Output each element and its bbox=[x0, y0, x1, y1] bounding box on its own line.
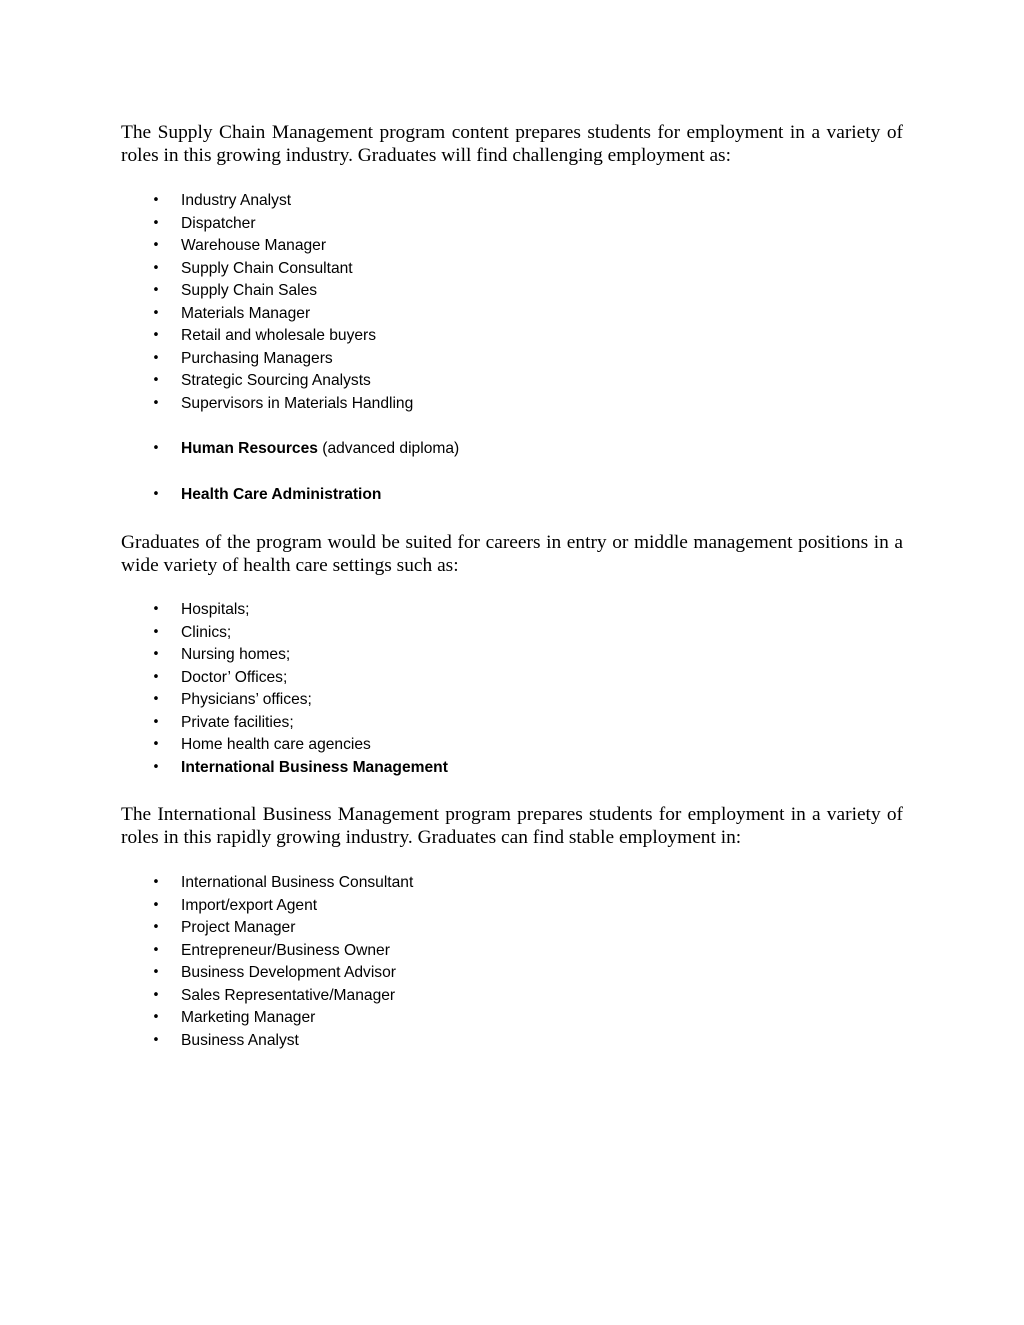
bullet-icon: • bbox=[152, 759, 160, 775]
bullet-icon: • bbox=[152, 260, 160, 276]
hca-intro-paragraph: Graduates of the program would be suited for careers in entry or middle management positions in a wide variety of health care settings such as: bbox=[121, 532, 903, 576]
list-item: • Business Development Advisor bbox=[0, 962, 413, 985]
list-item: • Clinics; bbox=[0, 622, 448, 645]
bullet-icon: • bbox=[152, 395, 160, 411]
bullet-icon: • bbox=[152, 328, 160, 343]
program-note: (advanced diploma) bbox=[317, 440, 460, 457]
bullet-icon: • bbox=[152, 692, 160, 707]
bullet-icon: • bbox=[152, 350, 160, 366]
list-item: • Sales Representative/Manager bbox=[0, 985, 413, 1008]
list-item: • Purchasing Managers bbox=[0, 348, 413, 371]
list-item: • Project Manager bbox=[0, 917, 413, 940]
list-item: • Business Analyst bbox=[0, 1030, 413, 1053]
list-item: • International Business Consultant bbox=[0, 872, 413, 895]
list-item: • Supply Chain Consultant bbox=[0, 258, 413, 281]
list-item: • Nursing homes; bbox=[0, 644, 448, 667]
bullet-icon: • bbox=[152, 487, 160, 502]
bullet-icon: • bbox=[152, 1032, 160, 1048]
list-item: • Import/export Agent bbox=[0, 895, 413, 918]
human-resources-list bbox=[0, 438, 459, 461]
list-item: • Entrepreneur/Business Owner bbox=[0, 940, 413, 963]
bullet-icon: • bbox=[152, 305, 160, 321]
program-title: Health Care Administration bbox=[181, 486, 382, 503]
list-item: • Supervisors in Materials Handling bbox=[0, 393, 413, 416]
bullet-icon: • bbox=[152, 215, 160, 231]
bullet-icon: • bbox=[152, 193, 160, 208]
bullet-icon: • bbox=[152, 897, 160, 913]
bullet-icon: • bbox=[152, 942, 160, 958]
bullet-icon: • bbox=[152, 737, 160, 752]
program-heading-international-business-management bbox=[0, 757, 448, 780]
list-item: • Dispatcher bbox=[0, 213, 413, 236]
bullet-icon: • bbox=[152, 373, 160, 388]
bullet-icon: • bbox=[152, 238, 160, 253]
bullet-icon: • bbox=[152, 624, 160, 640]
ibm-intro-paragraph: The International Business Management program prepares students for employment in a variety of roles in this rapidly growing industry. Graduates can find stable employment in: bbox=[121, 804, 903, 848]
list-item: • Industry Analyst bbox=[0, 190, 413, 213]
list-item: • Warehouse Manager bbox=[0, 235, 413, 258]
bullet-icon: • bbox=[152, 965, 160, 980]
bullet-icon: • bbox=[152, 647, 160, 662]
list-item: • Private facilities; bbox=[0, 712, 448, 735]
bullet-icon: • bbox=[152, 714, 160, 730]
program-title: International Business Management bbox=[181, 758, 448, 776]
program-heading-human-resources bbox=[0, 438, 459, 461]
list-item: • Physicians’ offices; bbox=[0, 689, 448, 712]
bullet-icon: • bbox=[152, 602, 160, 617]
list-item: • Marketing Manager bbox=[0, 1007, 413, 1030]
bullet-icon: • bbox=[152, 441, 160, 456]
list-item: • Retail and wholesale buyers bbox=[0, 325, 413, 348]
bullet-icon: • bbox=[152, 920, 160, 935]
health-care-admin-list bbox=[0, 484, 381, 507]
list-item: • Doctor’ Offices; bbox=[0, 667, 448, 690]
program-title: Human Resources bbox=[181, 440, 318, 457]
list-item: • Supply Chain Sales bbox=[0, 280, 413, 303]
hca-settings-list bbox=[0, 599, 448, 779]
ibm-roles-list bbox=[0, 872, 413, 1052]
list-item: • Strategic Sourcing Analysts bbox=[0, 370, 413, 393]
scm-roles-list bbox=[0, 190, 413, 415]
bullet-icon: • bbox=[152, 669, 160, 685]
program-heading-health-care-administration bbox=[0, 484, 381, 507]
bullet-icon: • bbox=[152, 1010, 160, 1025]
list-item: • Home health care agencies bbox=[0, 734, 448, 757]
bullet-icon: • bbox=[152, 283, 160, 298]
list-item: • Materials Manager bbox=[0, 303, 413, 326]
scm-intro-paragraph: The Supply Chain Management program content prepares students for employment in a variety of roles in this growing industry. Graduates will find challenging employment as: bbox=[121, 122, 903, 166]
list-item: • Hospitals; bbox=[0, 599, 448, 622]
bullet-icon: • bbox=[152, 875, 160, 890]
bullet-icon: • bbox=[152, 987, 160, 1003]
